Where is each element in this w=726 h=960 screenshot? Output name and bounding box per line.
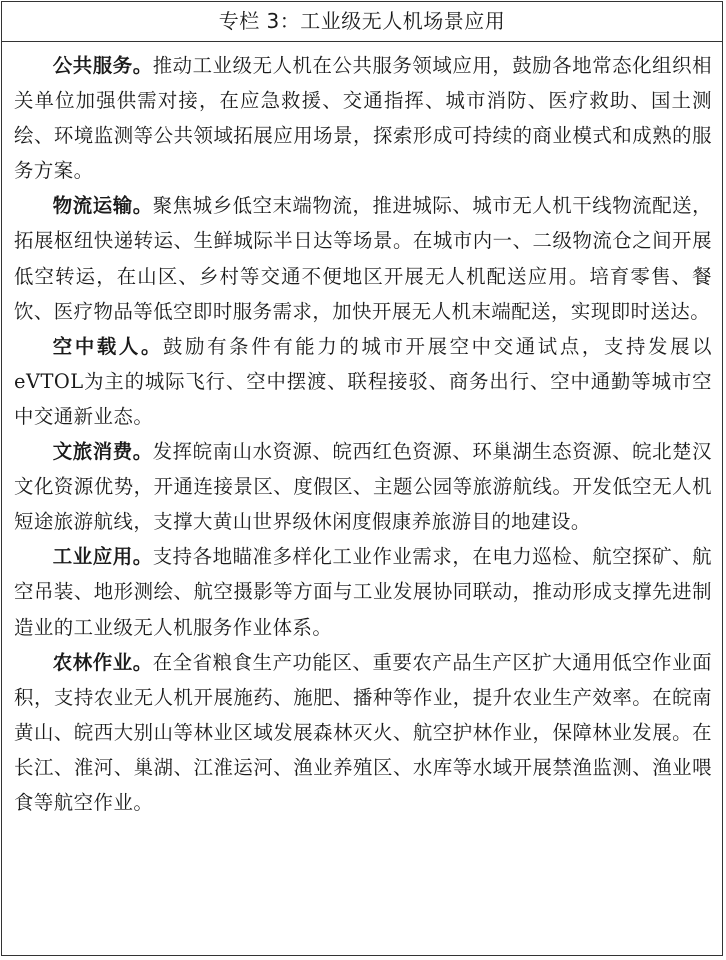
paragraph-text: 发挥皖南山水资源、皖西红色资源、环巢湖生态资源、皖北楚汉文化资源优势，开通连接景区、度假区、主题公园等旅游航线。开发低空无人机短途旅游航线，支撑大黄山世界级休闲度假康养旅游目的地建设。 <box>14 440 713 534</box>
paragraph-heading: 农林作业。 <box>52 650 153 674</box>
column-title: 专栏 3：工业级无人机场景应用 <box>2 2 722 42</box>
paragraph-heading: 公共服务。 <box>52 54 153 77</box>
paragraph-public-service <box>14 48 712 188</box>
paragraph-text: 聚焦城乡低空末端物流，推进城际、城市无人机干线物流配送，拓展枢纽快递转运、生鲜城际半日达等场景。在城市内一、二级物流仓之间开展低空转运，在山区、乡村等交通不便地区开展无人机配送应用。培育零售、餐饮、医疗物品等低空即时服务需求，加快开展无人机末端配送，实现即时送达。 <box>14 194 713 323</box>
paragraph-logistics <box>14 188 712 328</box>
paragraph-text: 在全省粮食生产功能区、重要农产品生产区扩大通用低空作业面积，支持农业无人机开展施药、施肥、播种等作业，提升农业生产效率。在皖南黄山、皖西大别山等林业区域发展森林灭火、航空护林作业，保障林业发展。在长江、淮河、巢湖、江淮运河、渔业养殖区、水库等水域开展禁渔监测、渔业喂食等航空作业。 <box>14 650 713 814</box>
paragraph-heading: 空中载人。 <box>52 334 164 358</box>
paragraph-passenger <box>14 329 712 434</box>
column-body <box>2 42 722 820</box>
paragraph-heading: 工业应用。 <box>52 545 153 569</box>
paragraph-heading: 文旅消费。 <box>52 440 153 464</box>
paragraph-heading: 物流运输。 <box>52 194 153 218</box>
column-box <box>1 1 723 956</box>
paragraph-text: 鼓励有条件有能力的城市开展空中交通试点，支持发展以eVTOL为主的城际飞行、空中摆渡、联程接驳、商务出行、空中通勤等城市空中交通新业态。 <box>14 334 713 428</box>
paragraph-text: 支持各地瞄准多样化工业作业需求，在电力巡检、航空探矿、航空吊装、地形测绘、航空摄影等方面与工业发展协同联动，推动形成支撑先进制造业的工业级无人机服务作业体系。 <box>14 545 713 639</box>
paragraph-text: 推动工业级无人机在公共服务领域应用，鼓励各地常态化组织相关单位加强供需对接，在应急救援、交通指挥、城市消防、医疗救助、国土测绘、环境监测等公共领域拓展应用场景，探索形成可持续的商业模式和成熟的服务方案。 <box>14 54 713 183</box>
paragraph-tourism <box>14 434 712 539</box>
paragraph-industrial <box>14 539 712 644</box>
paragraph-agriculture <box>14 645 712 820</box>
